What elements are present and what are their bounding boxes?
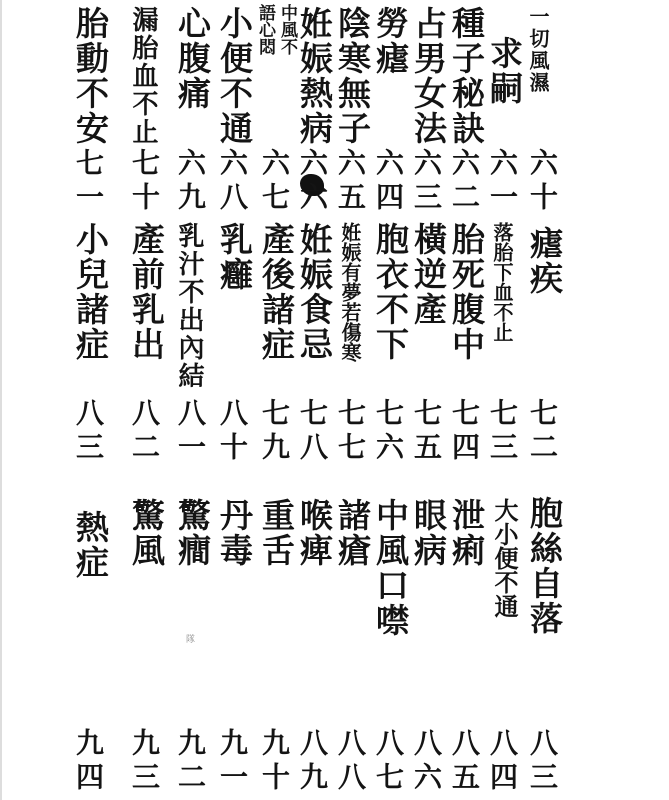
entry-1-title: 一切風濕	[526, 6, 550, 94]
page-edge	[0, 0, 2, 800]
entry-6-num-a: 六五	[334, 148, 367, 216]
entry-4-num-a: 六三	[410, 148, 443, 216]
entry-10-topic-c: 驚癎	[173, 498, 212, 568]
entry-12-topic-c: 熱症	[71, 510, 110, 580]
entry-4-topic-b: 橫逆產	[409, 222, 448, 327]
entry-6-num-c: 八八	[334, 728, 367, 796]
entry-2-num-b: 七三	[486, 398, 519, 466]
entry-3-num-a: 六二	[448, 148, 481, 216]
entry-1-num-c: 八三	[526, 728, 559, 796]
entry-5-title: 勞瘧	[371, 6, 410, 76]
entry-5-topic-c: 中風口噤	[371, 498, 410, 638]
entry-5-topic-b: 胞衣不下	[371, 222, 410, 362]
entry-2-title: 求嗣	[485, 36, 524, 106]
entry-12-topic-b: 小兒諸症	[71, 222, 110, 362]
entry-12-num-a: 七一	[72, 148, 105, 216]
entry-8-num-c: 九十	[258, 728, 291, 796]
entry-11-title: 漏胎血不止	[128, 6, 158, 146]
entry-11-topic-c: 驚風	[127, 498, 166, 568]
small-mark: 隊	[186, 635, 196, 645]
entry-9-num-a: 六八	[216, 148, 249, 216]
entry-12-title: 胎動不安	[71, 6, 110, 146]
entry-1-num-b: 七二	[526, 398, 559, 466]
entry-10-num-c: 九二	[174, 728, 207, 796]
entry-1-topic-b: 瘧疾	[525, 226, 564, 296]
entry-10-topic-b: 乳汁不出內結	[174, 222, 204, 390]
entry-1-num-a: 六十	[526, 148, 559, 216]
entry-4-topic-c: 眼病	[409, 498, 448, 568]
entry-6-title: 陰寒無子	[333, 6, 372, 146]
entry-3-title: 種子秘訣	[447, 6, 486, 146]
entry-9-topic-c: 丹毒	[215, 498, 254, 568]
entry-6-num-b: 七七	[334, 398, 367, 466]
entry-4-num-b: 七五	[410, 398, 443, 466]
entry-3-num-c: 八五	[448, 728, 481, 796]
entry-11-topic-b: 產前乳出	[127, 222, 166, 362]
entry-3-num-b: 七四	[448, 398, 481, 466]
entry-12-num-c: 九四	[72, 728, 105, 796]
entry-2-topic-b: 落胎下血不止	[490, 222, 514, 342]
entry-10-title: 心腹痛	[173, 6, 212, 111]
entry-9-topic-b: 乳癰	[215, 222, 254, 292]
entry-7-num-b: 七八	[296, 398, 329, 466]
entry-10-num-b: 八一	[174, 398, 207, 466]
entry-4-title: 占男女法	[409, 6, 448, 146]
entry-2-num-a: 六一	[486, 148, 519, 216]
entry-10-num-a: 六九	[174, 148, 207, 216]
entry-3-topic-c: 泄痢	[447, 498, 486, 568]
entry-1-topic-c: 胞絲自落	[525, 496, 564, 636]
entry-11-num-a: 七十	[128, 148, 161, 216]
entry-7-topic-c: 喉痺	[295, 498, 334, 568]
entry-8-topic-c: 重舌	[257, 498, 296, 568]
entry-2-num-c: 八四	[486, 728, 519, 796]
entry-6-topic-c: 諸瘡	[333, 498, 372, 568]
entry-8-title-left: 語心悶	[255, 4, 275, 55]
entry-8-num-a: 六七	[258, 148, 291, 216]
entry-2-topic-c: 大小便不通	[490, 498, 519, 618]
entry-5-num-c: 八七	[372, 728, 405, 796]
entry-7-title: 姙娠熱病	[295, 6, 334, 146]
entry-11-num-b: 八二	[128, 398, 161, 466]
entry-5-num-a: 六四	[372, 148, 405, 216]
entry-8-title-right: 中風不	[277, 4, 297, 55]
entry-5-num-b: 七六	[372, 398, 405, 466]
entry-4-num-c: 八六	[410, 728, 443, 796]
entry-9-num-b: 八十	[216, 398, 249, 466]
entry-7-topic-b: 姙娠食忌	[295, 222, 334, 362]
entry-9-num-c: 九一	[216, 728, 249, 796]
entry-7-num-a: 六六	[296, 148, 329, 216]
entry-8-topic-b: 產後諸症	[257, 222, 296, 362]
entry-12-num-b: 八三	[72, 398, 105, 466]
entry-8-num-b: 七九	[258, 398, 291, 466]
entry-11-num-c: 九三	[128, 728, 161, 796]
entry-3-topic-b: 胎死腹中	[447, 222, 486, 362]
entry-9-title: 小便不通	[215, 6, 254, 146]
entry-7-num-c: 八九	[296, 728, 329, 796]
entry-6-topic-b: 姙娠有夢若傷寒	[338, 222, 362, 362]
